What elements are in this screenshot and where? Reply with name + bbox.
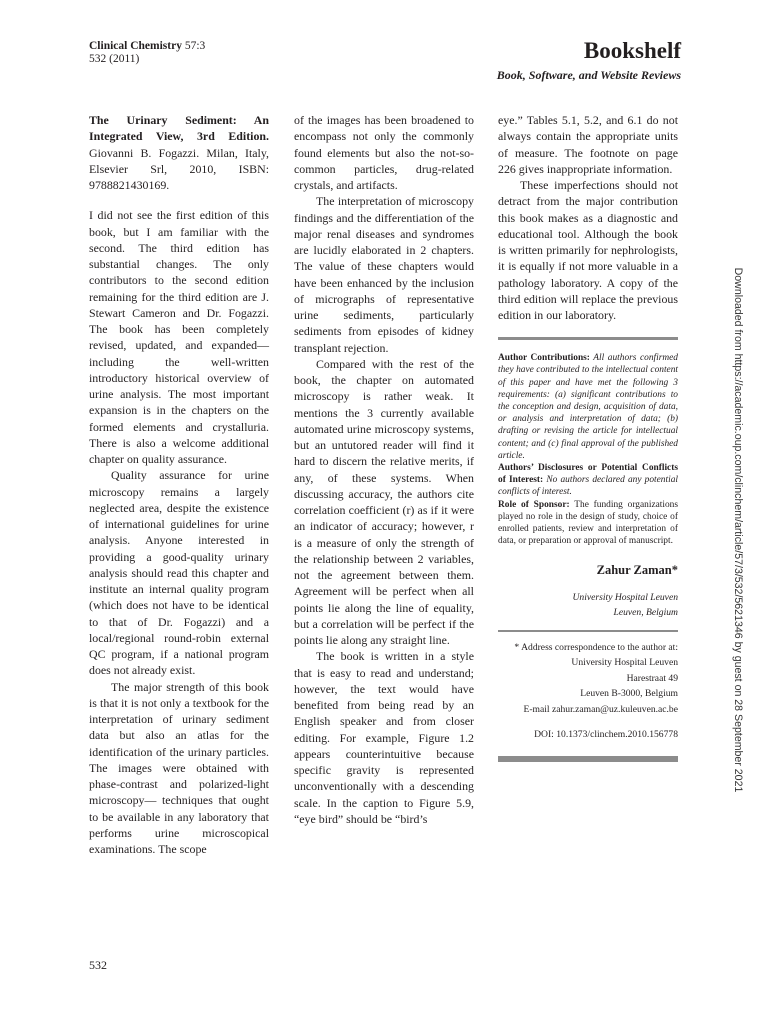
- correspondence-address: [498, 640, 678, 718]
- paragraph: eye.” Tables 5.1, 5.2, and 6.1 do not always contain the appropriate units of measure. The footnote on page 226 gives inappropriate information.: [498, 113, 678, 176]
- divider: [498, 337, 678, 340]
- note-text: All authors confirmed they have contributed to the intellectual content of this paper and have met the following 3 requirements: (a) significant contributions to the conception and design, acquisition of data, or analysis and interpretation of data; (b) drafting or revising the article for intellectual content; and (c) final approval of the published article.: [498, 353, 678, 461]
- paragraph: Quality assurance for urine microscopy remains a largely neglected area, despite the existence of international guidelines for urine analysis. Anyone interested in providing a good-quality urinary analysis should read this chapter and institute an internal quality program (which does not have to be identical to that of Dr. Fogazzi) and a local/regional round-robin external QC program, if a national program does not already exist.: [89, 468, 269, 678]
- divider: [498, 756, 678, 762]
- affiliation-line: Leuven, Belgium: [613, 606, 678, 618]
- column-3: [498, 112, 678, 774]
- email: E-mail zahur.zaman@uz.kuleuven.ac.be: [523, 703, 678, 715]
- note-label: Author Contributions:: [498, 353, 590, 364]
- column-1: [89, 112, 269, 857]
- book-details: Giovanni B. Fogazzi. Milan, Italy, Elsevier Srl, 2010, ISBN: 9788821430169.: [89, 145, 269, 192]
- address-line: Harestraat 49: [626, 672, 678, 684]
- section-title: Bookshelf: [583, 38, 681, 63]
- author-name: Zahur Zaman*: [596, 562, 678, 577]
- doi: DOI: 10.1373/clinchem.2010.156778: [534, 729, 678, 741]
- book-citation: [89, 112, 269, 193]
- author-affiliation: [498, 590, 678, 620]
- download-text: Downloaded from https://academic.oup.com/clinchem/article/57/3/532/5621346 by guest on 28 September 2021: [732, 267, 744, 793]
- paragraph: I did not see the first edition of this book, but I am familiar with the second. The third edition has substantial changes. The only contributors to the second edition remaining for the third edition are J. Stewart Cameron and Dr. Fogazzi. The book has been completely revised, updated, and expanded—including the well-written introductory historical overview of urine analysis. The most important expansion is in the chapters on the formed elements and crystalluria. There is also a welcome additional chapter on quality assurance.: [89, 208, 269, 466]
- note-text: No authors declared any potential conflicts of interest.: [498, 475, 678, 498]
- paragraph: The major strength of this book is that it is not only a textbook for the interpretation of urinary sediment data but also an atlas for the identification of the urinary particles. The images were obtained with phase-contrast and polarized-light microscopy— techniques that ought to be available in any laboratory that performs urine microscopical examinations. The scope: [89, 679, 269, 856]
- address-line: University Hospital Leuven: [571, 657, 678, 669]
- role-of-sponsor: [498, 499, 678, 548]
- address-line: Leuven B-3000, Belgium: [580, 688, 678, 700]
- divider: [498, 630, 678, 632]
- affiliation-line: University Hospital Leuven: [572, 591, 678, 603]
- page-year: 532 (2011): [89, 53, 140, 65]
- note-label: Role of Sponsor:: [498, 499, 570, 510]
- note-label: Authors’ Disclosures or Potential Conflicts of Interest:: [498, 463, 678, 486]
- paragraph: The book is written in a style that is easy to read and understand; however, the text would have benefited from being read by an English speaker and from closer editing. For example, Figure 1.2 appears counterintuitive because specific gravity is represented unconventionally with a descending scale. In the caption to Figure 5.9, “eye bird” should be “bird’s: [294, 649, 474, 826]
- page-number: 532: [89, 958, 107, 972]
- paragraph: The interpretation of microscopy findings and the differentiation of the major renal diseases and syndromes are lucidly elaborated in 2 chapters. The value of these chapters would have been enhanced by the inclusion of micrographs of representative urine sediments, particularly sediments from episodes of kidney transplant rejection.: [294, 194, 474, 355]
- author-contributions: [498, 352, 678, 462]
- section-header: [497, 38, 681, 83]
- journal-name: Clinical Chemistry: [89, 40, 182, 52]
- book-title: The Urinary Sediment: An Integrated View, 3rd Edition.: [89, 113, 269, 144]
- paragraph: Compared with the rest of the book, the chapter on automated microscopy is rather weak. It mentions the 3 currently available automated urine microscopy systems, but an untutored reader will find it hard to discern the relative merits, if any, of these systems. When discussing accuracy, the authors cite correlation coefficient (r) as if it were an indicator of accuracy; however, r is a measure of only the strength of the relationship between 2 variables, not the agreement between them. Agreement will be perfect when all points lie along the line of equality, but a correlation will be perfect if the points lie along any straight line.: [294, 356, 474, 647]
- column-2: [294, 112, 474, 827]
- running-header-left: [89, 40, 205, 66]
- paragraph: of the images has been broadened to encompass not only the commonly found elements but also the not-so-common particles, drug-related crystals, and artifacts.: [294, 113, 474, 192]
- note-text: The funding organizations played no role in the design of study, choice of enrolled patients, review and interpretation of data, or preparation or approval of manuscript.: [498, 499, 678, 547]
- journal-volume: 57:3: [184, 40, 206, 52]
- paragraph: These imperfections should not detract from the major contribution this book makes as a diagnostic and educational tool. Although the book is written primarily for nephrologists, it is equally if not more valuable in a pathology laboratory. A copy of the third edition will replace the previous edition in our laboratory.: [498, 178, 678, 322]
- section-subtitle: Book, Software, and Website Reviews: [496, 68, 681, 82]
- disclosures: [498, 462, 678, 499]
- address-line: * Address correspondence to the author at:: [514, 641, 678, 653]
